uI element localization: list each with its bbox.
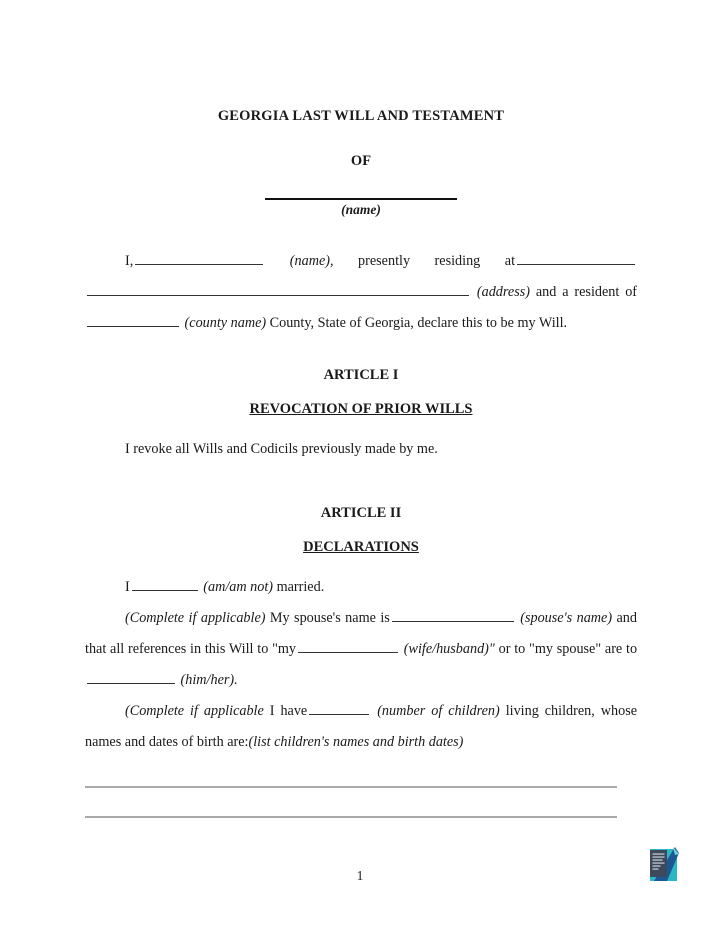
spacer	[85, 556, 637, 572]
spacer	[85, 385, 637, 401]
spouse-lead-text: My spouse's name is	[269, 609, 390, 626]
spouse-complete-note: (Complete if applicable)	[125, 609, 266, 626]
document-content	[85, 0, 637, 818]
spacer	[85, 418, 637, 434]
spacer	[85, 523, 637, 539]
spouse-name-blank	[392, 607, 514, 621]
opening-county-blank	[87, 313, 179, 327]
spouse-relation-blank	[298, 638, 398, 652]
marital-status-paragraph	[85, 572, 637, 603]
children-have-label: I have	[269, 702, 308, 719]
article-two-heading: ARTICLE II	[320, 505, 402, 522]
opening-address-blank	[87, 282, 469, 296]
spouse-paragraph	[85, 603, 637, 696]
children-living-text: living children,	[505, 702, 595, 719]
opening-name-blank	[135, 251, 263, 265]
marital-status-caption: (am/am not)	[203, 578, 274, 595]
spacer	[85, 758, 637, 786]
spacer	[85, 788, 637, 816]
spouse-name-caption: (spouse's	[520, 609, 573, 626]
opening-residing-text: , presently residing at	[329, 253, 516, 270]
opening-residence-blank	[517, 251, 635, 265]
opening-resident-text: and a resident	[535, 284, 620, 301]
title-of-label: OF	[350, 153, 372, 170]
children-count-caption: (number of children)	[377, 702, 500, 719]
spacer	[85, 465, 637, 505]
spouse-mid-text: and that all references in this Will to "my	[85, 609, 637, 657]
children-write-line-2[interactable]	[85, 816, 617, 818]
children-whose-text: whose names and dates of birth are:	[85, 702, 638, 750]
testator-name-rule	[265, 198, 457, 200]
opening-name-caption: (name)	[289, 253, 330, 270]
opening-of-label: of	[625, 284, 638, 301]
page-title: GEORGIA LAST WILL AND TESTAMENT	[217, 108, 505, 124]
marital-status-tail: married.	[276, 578, 325, 595]
article-one-heading: ARTICLE I	[323, 367, 399, 384]
opening-county-caption: (county name)	[184, 315, 267, 332]
spacer	[85, 339, 637, 367]
testator-name-caption: (name)	[341, 202, 381, 218]
opening-address-caption: (address)	[476, 284, 530, 301]
children-count-blank	[309, 700, 369, 714]
spouse-or-to-text: or to	[498, 640, 526, 657]
marital-i-label: I	[125, 578, 130, 595]
spouse-name-caption-cont: name)	[576, 609, 613, 626]
article-one-body: I revoke all Wills and Codicils previously made by me.	[125, 441, 438, 458]
children-paragraph	[85, 696, 637, 758]
testator-name-field	[85, 198, 637, 218]
spouse-pronoun-blank	[87, 669, 175, 683]
spouse-relation-caption: (wife/husband)"	[403, 640, 495, 657]
opening-county-tail: County, State of Georgia, declare this to be my	[269, 315, 536, 332]
title-block	[85, 0, 637, 218]
spouse-pronoun-caption: (him/her).	[180, 671, 238, 688]
document-logo-icon	[645, 845, 683, 887]
page-number: 1	[356, 868, 364, 883]
opening-will-word: Will.	[538, 315, 568, 332]
spouse-reference-text: "my spouse" are to	[529, 640, 638, 657]
marital-status-blank	[132, 576, 198, 590]
opening-i-label: I,	[125, 253, 134, 270]
children-list-caption: (list children's names and birth dates)	[248, 733, 464, 750]
spacer	[85, 218, 637, 246]
opening-paragraph	[85, 246, 637, 339]
document-logo	[645, 845, 683, 887]
children-complete-note: (Complete if applicable	[125, 702, 264, 719]
article-two-section-heading: DECLARATIONS	[303, 538, 419, 555]
article-one-section-heading: REVOCATION OF PRIOR WILLS	[249, 400, 473, 417]
